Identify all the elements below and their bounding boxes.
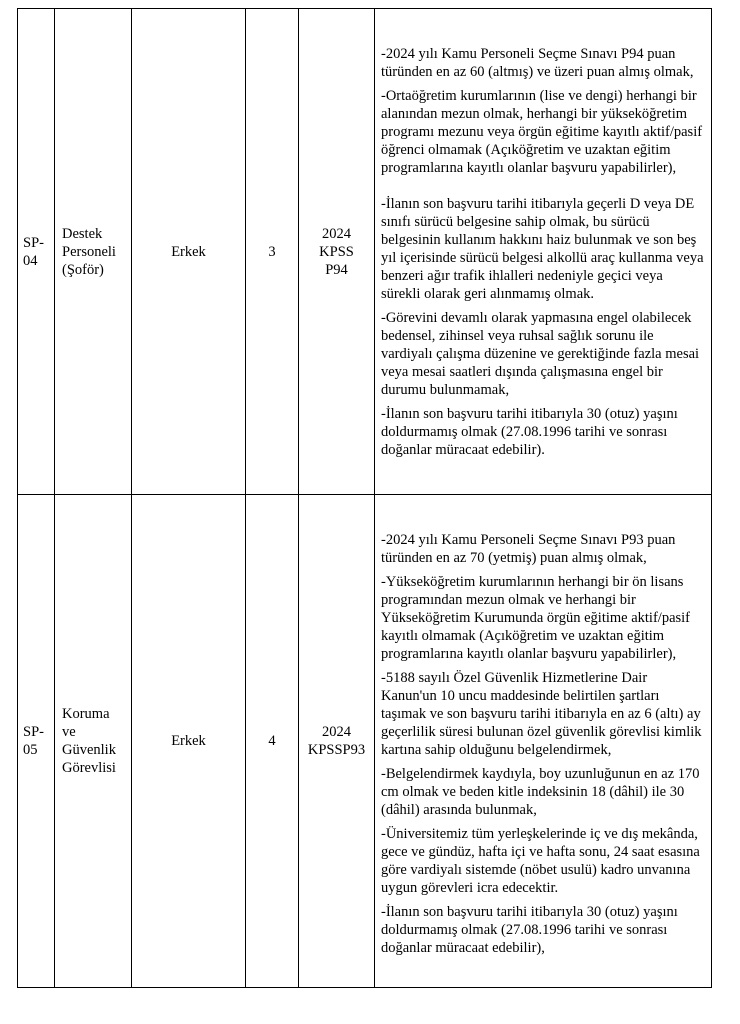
position-code: 04 [23,252,38,269]
exam-type: KPSSP93 [307,742,366,758]
position-title-cell [55,495,132,988]
exam-cell [299,495,375,988]
requirement-item: -2024 yılı Kamu Personeli Seçme Sınavı P93 puan türünden en az 70 (yetmiş) puan almış olmak, [381,532,676,566]
exam-type: 2024 [322,225,351,242]
requirement-item: -5188 sayılı Özel Güvenlik Hizmetlerine Dair Kanun'un 10 uncu maddesinde belirtilen şartları taşımak ve son başvuru tarihi itibarıyla en az 6 (altı) ay geçerlilik süresi bulunan özel güvenlik görevlisi kimlik kartına sahip olduğunu belgelendirmek, [381,670,702,758]
table-row [18,495,712,988]
count-cell [246,9,299,495]
requirements-cell [375,495,712,988]
table-row [18,9,712,495]
requirement-item: -Belgelendirmek kaydıyla, boy uzunluğunun en az 170 cm olmak ve beden kitle indeksinin 18 (dâhil) ile 30 (dâhil) arasında bulunmak, [381,766,700,818]
position-title: ve [62,724,76,740]
exam-cell [299,9,375,495]
gender: Erkek [171,733,206,749]
positions-table [17,8,712,988]
gender: Erkek [171,243,206,260]
position-title: Görevlisi [62,760,116,776]
position-title: Güvenlik [62,742,116,758]
position-title: Destek [62,225,103,242]
requirement-item: -Ortaöğretim kurumlarının (lise ve dengi) herhangi bir alanından mezun olmak, herhangi bir yükseköğretim programı mezunu veya örgün eğitime kayıtlı aktif/pasif öğrenci olmamak (Açıköğretim ve uzaktan eğitim programlarına kayıtlı olanlar başvuru yapabilirler), [381,87,703,176]
requirement-item: -İlanın son başvuru tarihi itibarıyla 30 (otuz) yaşını doldurmamış olmak (27.08.1996 tarihi ve sonrası doğanlar müracaat edebilir). [381,405,678,458]
position-code: 05 [23,742,38,758]
requirement-item: -Yükseköğretim kurumlarının herhangi bir ön lisans programından mezun olmak ve herhangi bir Yükseköğretim Kurumunda örgün eğitime aktif/pasif kayıtlı olmamak (Açıköğretim ve uzaktan eğitim programlarına kayıtlı olanlar başvuru yapabilirler), [381,574,691,662]
position-code: SP- [23,234,44,251]
gender-cell [132,9,246,495]
position-title: (Şoför) [62,261,104,278]
position-title: Koruma [62,706,110,722]
exam-type: KPSS [319,243,354,260]
position-title: Personeli [62,243,116,260]
position-code: SP- [23,724,44,740]
requirement-item: -Görevini devamlı olarak yapmasına engel olabilecek bedensel, zihinsel veya ruhsal sağlık sorunu ile vardiyalı çalışma düzenine ve gerektiğinde fazla mesai veya mesai saatleri dışında çalışmasına engel bir durumu bulunmamak, [381,309,700,398]
position-code-cell [18,9,55,495]
requirement-item: -İlanın son başvuru tarihi itibarıyla geçerli D veya DE sınıfı sürücü belgesine sahip olmak, bu sürücü belgesinin kullanım hakkını haiz bulunmak ve son beş yıl içerisinde sürücü belgesi alkollü araç kullanma veya benzeri ağır trafik ihlalleri nedeniyle geçici veya sürekli olarak geri alınmamış olmak. [381,195,704,302]
count-cell [246,495,299,988]
exam-type: 2024 [322,724,351,740]
position-title-cell [55,9,132,495]
requirements-cell [375,9,712,495]
exam-type: P94 [325,261,348,278]
requirement-item: -2024 yılı Kamu Personeli Seçme Sınavı P94 puan türünden en az 60 (altmış) ve üzeri puan almış olmak, [381,45,694,80]
position-count: 4 [268,733,276,749]
gender-cell [132,495,246,988]
requirement-item: -İlanın son başvuru tarihi itibarıyla 30 (otuz) yaşını doldurmamış olmak (27.08.1996 tarihi ve sonrası doğanlar müracaat edebilir), [381,904,678,956]
position-code-cell [18,495,55,988]
position-count: 3 [268,243,276,260]
requirement-item: -Üniversitemiz tüm yerleşkelerinde iç ve dış mekânda, gece ve gündüz, hafta içi ve hafta sonu, 24 saat esasına göre vardiyalı sistemde (nöbet usulü) kadro unvanına uygun görevleri icra edecektir. [381,826,700,896]
